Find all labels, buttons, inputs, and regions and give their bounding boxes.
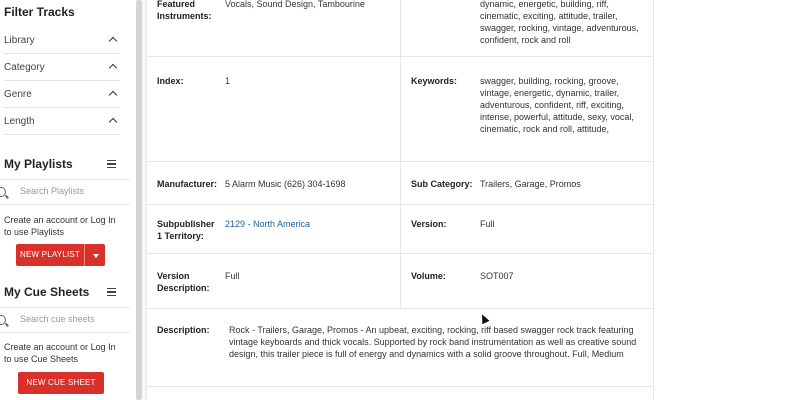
keywords-value: swagger, building, rocking, groove, vintage, energetic, dynamic, trailer, adventurous, confident, riff, exciting, intense, powerful, attitude, sexy, vocal, cinematic, rock and roll, attitude, [480, 76, 634, 134]
playlists-search-box [0, 179, 130, 205]
filter-length-label: Length [4, 116, 35, 127]
or-text: or [77, 342, 91, 352]
log-in-link[interactable]: Log In [90, 342, 116, 352]
track-details-panel [146, 0, 654, 400]
cue-sheets-info [4, 341, 124, 365]
version-description-label: Version Description: [157, 271, 210, 293]
filter-library[interactable] [4, 27, 120, 54]
volume-value: SOT007 [480, 271, 514, 281]
filter-tracks-title: Filter Tracks [4, 5, 75, 19]
volume-label: Volume: [411, 271, 446, 281]
search-cue-sheets-input[interactable] [20, 314, 125, 324]
column-divider [400, 254, 401, 308]
version-label: Version: [411, 219, 447, 229]
sidebar [0, 0, 136, 400]
right-margin [654, 0, 800, 400]
new-playlist-dropdown-button[interactable] [84, 244, 105, 266]
index-label: Index: [157, 76, 184, 86]
manufacturer-value: 5 Alarm Music (626) 304-1698 [225, 179, 346, 189]
info-suffix: to use Cue Sheets [4, 354, 79, 364]
version-description-value: Full [225, 271, 240, 281]
column-divider [400, 0, 401, 56]
filter-genre[interactable] [4, 81, 120, 108]
subpublisher-value[interactable]: 2129 - North America [225, 219, 311, 229]
column-divider [400, 205, 401, 253]
column-divider [400, 57, 401, 161]
new-playlist-button[interactable]: NEW PLAYLIST [16, 244, 84, 266]
version-value: Full [480, 219, 495, 229]
search-icon [0, 187, 6, 197]
featured-instruments-value: Vocals, Sound Design, Tambourine [225, 0, 365, 9]
chevron-up-icon [109, 118, 117, 126]
filter-length[interactable] [4, 108, 120, 135]
sub-category-label: Sub Category: [411, 179, 473, 189]
my-playlists-title: My Playlists [4, 157, 73, 171]
row-divider [147, 56, 655, 57]
playlists-info [4, 214, 124, 238]
keywords-label: Keywords: [411, 76, 458, 86]
column-divider [400, 162, 401, 204]
create-account-link[interactable]: Create an account [4, 215, 78, 225]
main-content [142, 0, 654, 400]
chevron-up-icon [109, 64, 117, 72]
my-cue-sheets-title: My Cue Sheets [4, 285, 90, 299]
or-text: or [77, 215, 91, 225]
search-icon [0, 315, 6, 325]
row-divider [147, 204, 655, 205]
sub-category-value: Trailers, Garage, Promos [480, 179, 581, 189]
description-label: Description: [157, 325, 210, 335]
row-divider [147, 161, 655, 162]
cue-sheets-search-box [0, 307, 130, 333]
row-divider [147, 386, 655, 387]
chevron-up-icon [109, 37, 117, 45]
info-suffix: to use Playlists [4, 227, 65, 237]
cue-sheets-menu-icon[interactable] [107, 288, 116, 296]
row-divider [147, 308, 655, 309]
subpublisher-label: Subpublisher 1 Territory: [157, 219, 215, 241]
description-value: Rock - Trailers, Garage, Promos - An upbeat, exciting, rocking, riff based swagger rock track featuring vintage keyboards and thick vocals. Supported by rock band instrumentation as well as creative sound design, this trailer piece is full of energy and dynamics with a solid groove throughout. Full, Medium [229, 325, 637, 359]
chevron-up-icon [109, 91, 117, 99]
manufacturer-label: Manufacturer: [157, 179, 218, 189]
filter-category[interactable] [4, 54, 120, 81]
playlists-menu-icon[interactable] [107, 160, 116, 168]
filter-category-label: Category [4, 62, 45, 73]
filter-genre-label: Genre [4, 89, 32, 100]
filter-library-label: Library [4, 35, 35, 46]
new-cue-sheet-button[interactable]: NEW CUE SHEET [18, 372, 104, 394]
featured-instruments-label: Featured Instruments: [157, 0, 212, 21]
search-playlists-input[interactable] [20, 186, 125, 196]
row-divider [147, 253, 655, 254]
create-account-link[interactable]: Create an account [4, 342, 78, 352]
log-in-link[interactable]: Log In [90, 215, 116, 225]
index-value: 1 [225, 76, 231, 86]
moods-value: dynamic, energetic, building, riff, cinematic, exciting, attitude, trailer, swagger, rocking, vintage, adventurous, confident, rock and roll [480, 0, 639, 45]
